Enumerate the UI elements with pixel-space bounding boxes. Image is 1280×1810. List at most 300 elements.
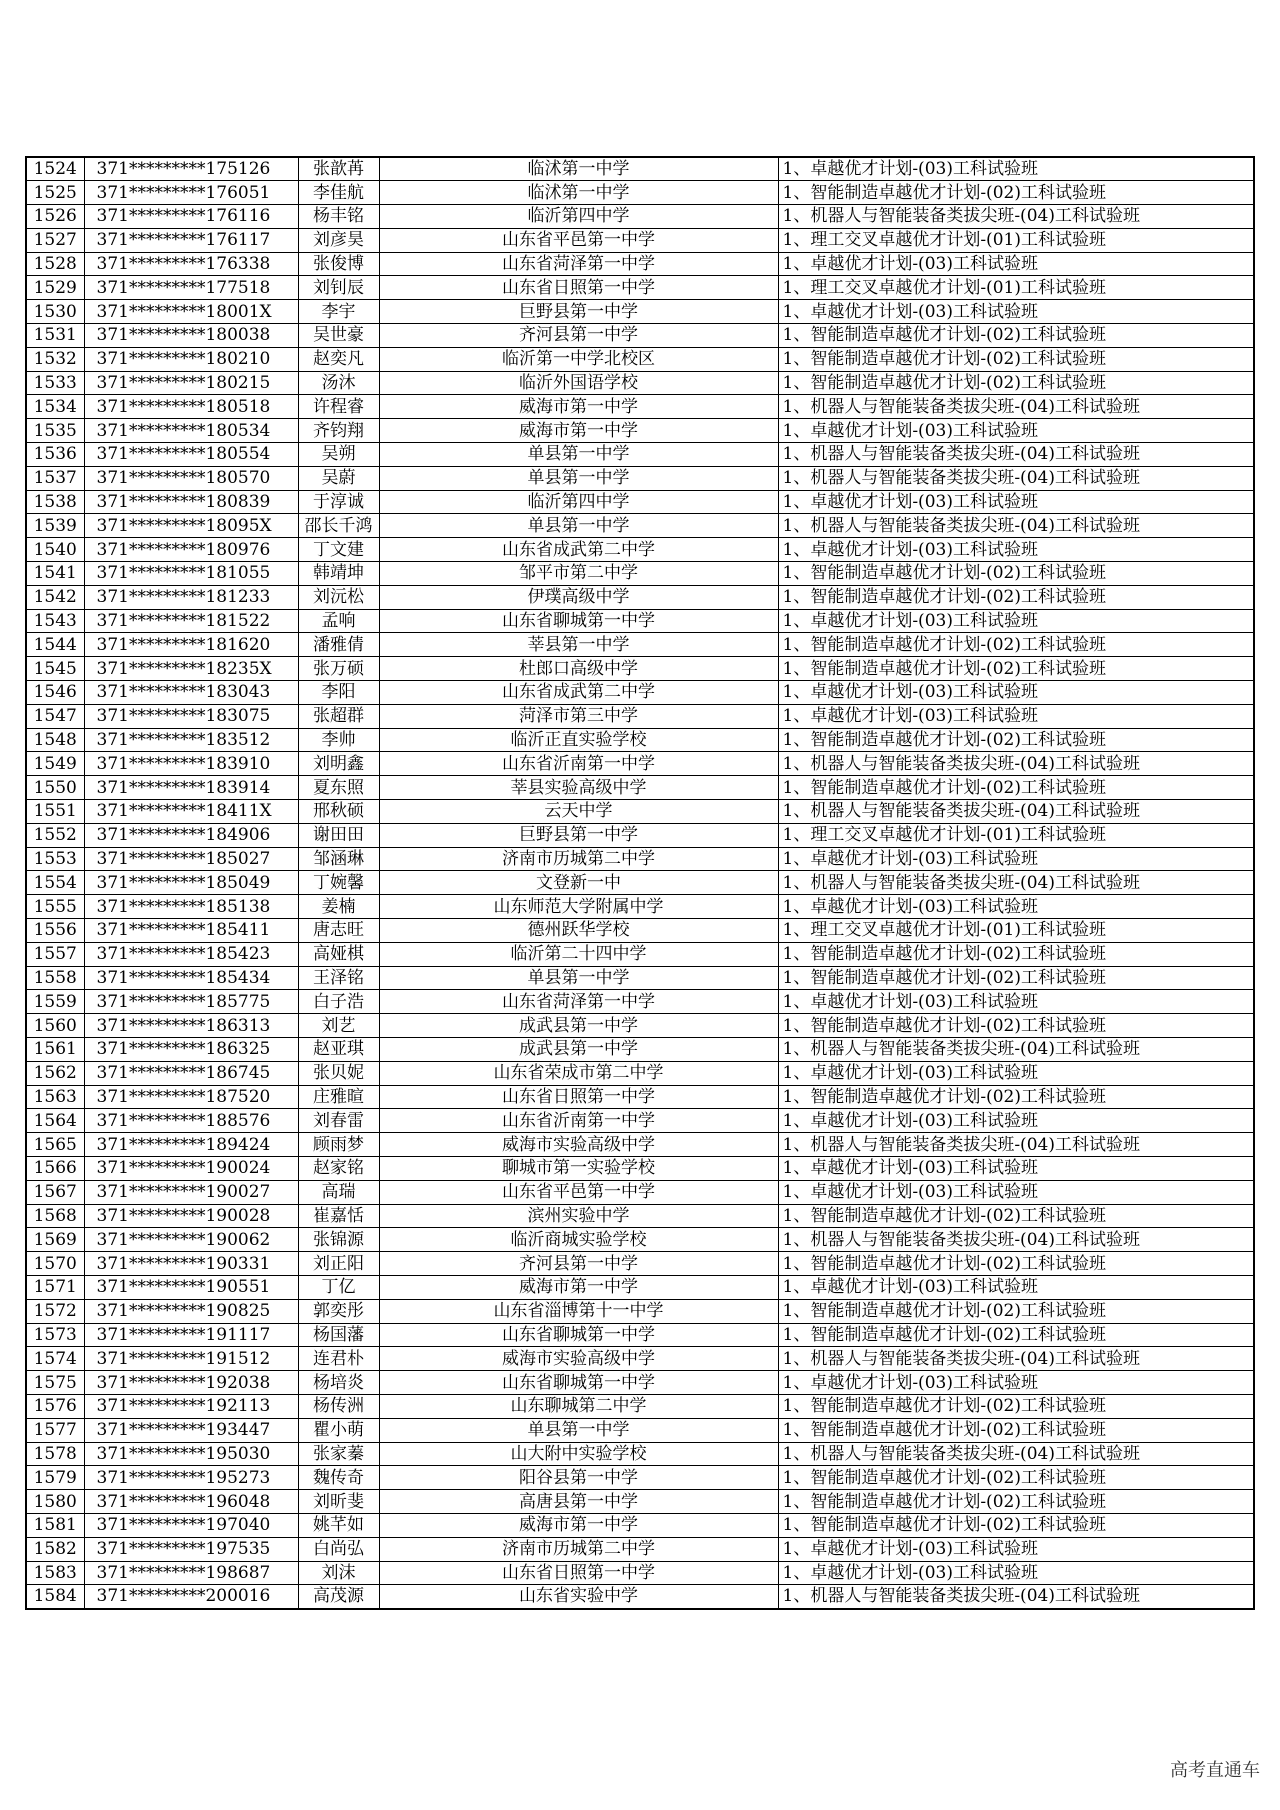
school-cell: 山东省淄博第十一中学 <box>379 1299 778 1323</box>
program-cell: 1、卓越优才计划-(03)工科试验班 <box>778 157 1254 181</box>
table-row <box>26 704 1254 728</box>
row-number-cell: 1549 <box>26 752 84 776</box>
school-cell: 威海市实验高级中学 <box>379 1133 778 1157</box>
row-number-cell: 1566 <box>26 1156 84 1180</box>
program-cell: 1、卓越优才计划-(03)工科试验班 <box>778 300 1254 324</box>
student-id-cell: 371*********190028 <box>84 1204 298 1228</box>
program-cell: 1、智能制造卓越优才计划-(02)工科试验班 <box>778 324 1254 348</box>
program-cell: 1、智能制造卓越优才计划-(02)工科试验班 <box>778 1323 1254 1347</box>
school-cell: 阳谷县第一中学 <box>379 1466 778 1490</box>
student-id-cell: 371*********18095X <box>84 514 298 538</box>
student-name-cell: 许程睿 <box>298 395 379 419</box>
student-id-cell: 371*********189424 <box>84 1133 298 1157</box>
table-row <box>26 657 1254 681</box>
student-name-cell: 庄雅暄 <box>298 1085 379 1109</box>
student-id-cell: 371*********18235X <box>84 657 298 681</box>
table-row <box>26 776 1254 800</box>
student-id-cell: 371*********190331 <box>84 1252 298 1276</box>
row-number-cell: 1527 <box>26 228 84 252</box>
school-cell: 山东省沂南第一中学 <box>379 752 778 776</box>
student-id-cell: 371*********197040 <box>84 1513 298 1537</box>
student-id-cell: 371*********198687 <box>84 1561 298 1585</box>
student-id-cell: 371*********192038 <box>84 1371 298 1395</box>
program-cell: 1、机器人与智能装备类拔尖班-(04)工科试验班 <box>778 1037 1254 1061</box>
school-cell: 临沂商城实验学校 <box>379 1228 778 1252</box>
student-id-cell: 371*********180554 <box>84 443 298 467</box>
student-name-cell: 张超群 <box>298 704 379 728</box>
table-row <box>26 728 1254 752</box>
school-cell: 威海市第一中学 <box>379 419 778 443</box>
table-row <box>26 919 1254 943</box>
student-name-cell: 王泽铭 <box>298 966 379 990</box>
program-cell: 1、卓越优才计划-(03)工科试验班 <box>778 419 1254 443</box>
program-cell: 1、智能制造卓越优才计划-(02)工科试验班 <box>778 347 1254 371</box>
program-cell: 1、智能制造卓越优才计划-(02)工科试验班 <box>778 1418 1254 1442</box>
school-cell: 齐河县第一中学 <box>379 1252 778 1276</box>
watermark-text: 高考直通车 <box>1170 1760 1260 1781</box>
program-cell: 1、智能制造卓越优才计划-(02)工科试验班 <box>778 942 1254 966</box>
table-row <box>26 1061 1254 1085</box>
program-cell: 1、卓越优才计划-(03)工科试验班 <box>778 609 1254 633</box>
row-number-cell: 1573 <box>26 1323 84 1347</box>
row-number-cell: 1545 <box>26 657 84 681</box>
student-id-cell: 371*********183043 <box>84 681 298 705</box>
student-id-cell: 371*********191117 <box>84 1323 298 1347</box>
program-cell: 1、智能制造卓越优才计划-(02)工科试验班 <box>778 776 1254 800</box>
table-row <box>26 1252 1254 1276</box>
program-cell: 1、卓越优才计划-(03)工科试验班 <box>778 538 1254 562</box>
student-name-cell: 刘春雷 <box>298 1109 379 1133</box>
table-row <box>26 1442 1254 1466</box>
row-number-cell: 1569 <box>26 1228 84 1252</box>
school-cell: 聊城市第一实验学校 <box>379 1156 778 1180</box>
row-number-cell: 1551 <box>26 800 84 824</box>
row-number-cell: 1524 <box>26 157 84 181</box>
table-row <box>26 490 1254 514</box>
student-name-cell: 刘钊辰 <box>298 276 379 300</box>
row-number-cell: 1567 <box>26 1180 84 1204</box>
table-row <box>26 1418 1254 1442</box>
student-id-cell: 371*********176117 <box>84 228 298 252</box>
row-number-cell: 1583 <box>26 1561 84 1585</box>
student-name-cell: 刘沅松 <box>298 585 379 609</box>
student-name-cell: 邢秋硕 <box>298 800 379 824</box>
program-cell: 1、智能制造卓越优才计划-(02)工科试验班 <box>778 1394 1254 1418</box>
row-number-cell: 1571 <box>26 1275 84 1299</box>
program-cell: 1、智能制造卓越优才计划-(02)工科试验班 <box>778 1085 1254 1109</box>
student-name-cell: 张锦源 <box>298 1228 379 1252</box>
row-number-cell: 1529 <box>26 276 84 300</box>
table-row <box>26 633 1254 657</box>
program-cell: 1、卓越优才计划-(03)工科试验班 <box>778 490 1254 514</box>
student-id-cell: 371*********200016 <box>84 1585 298 1609</box>
student-name-cell: 刘昕斐 <box>298 1490 379 1514</box>
table-row <box>26 347 1254 371</box>
school-cell: 单县第一中学 <box>379 966 778 990</box>
row-number-cell: 1544 <box>26 633 84 657</box>
program-cell: 1、机器人与智能装备类拔尖班-(04)工科试验班 <box>778 752 1254 776</box>
school-cell: 德州跃华学校 <box>379 919 778 943</box>
table-row <box>26 800 1254 824</box>
row-number-cell: 1533 <box>26 371 84 395</box>
student-name-cell: 吴世豪 <box>298 324 379 348</box>
table-row <box>26 847 1254 871</box>
school-cell: 单县第一中学 <box>379 1418 778 1442</box>
school-cell: 山东省荣成市第二中学 <box>379 1061 778 1085</box>
school-cell: 伊璞高级中学 <box>379 585 778 609</box>
table-row <box>26 1347 1254 1371</box>
student-name-cell: 高茂源 <box>298 1585 379 1609</box>
student-name-cell: 孟响 <box>298 609 379 633</box>
row-number-cell: 1530 <box>26 300 84 324</box>
row-number-cell: 1558 <box>26 966 84 990</box>
program-cell: 1、卓越优才计划-(03)工科试验班 <box>778 1156 1254 1180</box>
school-cell: 山东省平邑第一中学 <box>379 228 778 252</box>
student-id-cell: 371*********180038 <box>84 324 298 348</box>
student-name-cell: 夏东照 <box>298 776 379 800</box>
program-cell: 1、机器人与智能装备类拔尖班-(04)工科试验班 <box>778 1133 1254 1157</box>
table-row <box>26 1156 1254 1180</box>
student-id-cell: 371*********185423 <box>84 942 298 966</box>
student-id-cell: 371*********190825 <box>84 1299 298 1323</box>
student-id-cell: 371*********185434 <box>84 966 298 990</box>
table-row <box>26 1228 1254 1252</box>
row-number-cell: 1528 <box>26 252 84 276</box>
table-row <box>26 966 1254 990</box>
table-row <box>26 1133 1254 1157</box>
row-number-cell: 1541 <box>26 562 84 586</box>
school-cell: 单县第一中学 <box>379 443 778 467</box>
school-cell: 山东聊城第二中学 <box>379 1394 778 1418</box>
row-number-cell: 1580 <box>26 1490 84 1514</box>
student-name-cell: 齐钧翔 <box>298 419 379 443</box>
student-id-cell: 371*********190062 <box>84 1228 298 1252</box>
student-name-cell: 杨国藩 <box>298 1323 379 1347</box>
school-cell: 成武县第一中学 <box>379 1014 778 1038</box>
school-cell: 山东师范大学附属中学 <box>379 895 778 919</box>
school-cell: 威海市实验高级中学 <box>379 1347 778 1371</box>
school-cell: 山东省平邑第一中学 <box>379 1180 778 1204</box>
student-name-cell: 杨培炎 <box>298 1371 379 1395</box>
student-name-cell: 连君朴 <box>298 1347 379 1371</box>
program-cell: 1、卓越优才计划-(03)工科试验班 <box>778 1275 1254 1299</box>
school-cell: 文登新一中 <box>379 871 778 895</box>
student-id-cell: 371*********181522 <box>84 609 298 633</box>
row-number-cell: 1584 <box>26 1585 84 1609</box>
row-number-cell: 1565 <box>26 1133 84 1157</box>
student-name-cell: 崔嘉恬 <box>298 1204 379 1228</box>
program-cell: 1、智能制造卓越优才计划-(02)工科试验班 <box>778 966 1254 990</box>
row-number-cell: 1538 <box>26 490 84 514</box>
student-id-cell: 371*********180215 <box>84 371 298 395</box>
row-number-cell: 1537 <box>26 466 84 490</box>
school-cell: 威海市第一中学 <box>379 1513 778 1537</box>
school-cell: 临沂外国语学校 <box>379 371 778 395</box>
admission-list-body <box>26 157 1254 1609</box>
student-id-cell: 371*********180518 <box>84 395 298 419</box>
program-cell: 1、理工交叉卓越优才计划-(01)工科试验班 <box>778 919 1254 943</box>
row-number-cell: 1561 <box>26 1037 84 1061</box>
row-number-cell: 1534 <box>26 395 84 419</box>
row-number-cell: 1542 <box>26 585 84 609</box>
school-cell: 威海市第一中学 <box>379 1275 778 1299</box>
row-number-cell: 1547 <box>26 704 84 728</box>
student-id-cell: 371*********190551 <box>84 1275 298 1299</box>
student-name-cell: 白子浩 <box>298 990 379 1014</box>
school-cell: 巨野县第一中学 <box>379 823 778 847</box>
student-id-cell: 371*********185049 <box>84 871 298 895</box>
program-cell: 1、智能制造卓越优才计划-(02)工科试验班 <box>778 585 1254 609</box>
school-cell: 滨州实验中学 <box>379 1204 778 1228</box>
program-cell: 1、卓越优才计划-(03)工科试验班 <box>778 681 1254 705</box>
row-number-cell: 1572 <box>26 1299 84 1323</box>
student-name-cell: 张俊博 <box>298 252 379 276</box>
student-name-cell: 丁亿 <box>298 1275 379 1299</box>
program-cell: 1、智能制造卓越优才计划-(02)工科试验班 <box>778 1204 1254 1228</box>
school-cell: 山东省成武第二中学 <box>379 538 778 562</box>
school-cell: 山东省实验中学 <box>379 1585 778 1609</box>
student-name-cell: 张家蓁 <box>298 1442 379 1466</box>
school-cell: 山东省聊城第一中学 <box>379 1371 778 1395</box>
program-cell: 1、机器人与智能装备类拔尖班-(04)工科试验班 <box>778 1442 1254 1466</box>
student-name-cell: 杨丰铭 <box>298 205 379 229</box>
program-cell: 1、机器人与智能装备类拔尖班-(04)工科试验班 <box>778 1585 1254 1609</box>
program-cell: 1、卓越优才计划-(03)工科试验班 <box>778 252 1254 276</box>
student-id-cell: 371*********18411X <box>84 800 298 824</box>
school-cell: 云天中学 <box>379 800 778 824</box>
program-cell: 1、智能制造卓越优才计划-(02)工科试验班 <box>778 1014 1254 1038</box>
school-cell: 莘县第一中学 <box>379 633 778 657</box>
table-row <box>26 681 1254 705</box>
row-number-cell: 1578 <box>26 1442 84 1466</box>
table-row <box>26 871 1254 895</box>
table-row <box>26 538 1254 562</box>
student-name-cell: 赵奕凡 <box>298 347 379 371</box>
school-cell: 山东省沂南第一中学 <box>379 1109 778 1133</box>
student-name-cell: 吴朔 <box>298 443 379 467</box>
student-id-cell: 371*********193447 <box>84 1418 298 1442</box>
program-cell: 1、机器人与智能装备类拔尖班-(04)工科试验班 <box>778 395 1254 419</box>
program-cell: 1、智能制造卓越优才计划-(02)工科试验班 <box>778 1513 1254 1537</box>
table-row <box>26 1323 1254 1347</box>
program-cell: 1、理工交叉卓越优才计划-(01)工科试验班 <box>778 823 1254 847</box>
row-number-cell: 1543 <box>26 609 84 633</box>
program-cell: 1、机器人与智能装备类拔尖班-(04)工科试验班 <box>778 800 1254 824</box>
student-id-cell: 371*********180976 <box>84 538 298 562</box>
school-cell: 邹平市第二中学 <box>379 562 778 586</box>
row-number-cell: 1582 <box>26 1537 84 1561</box>
school-cell: 临沂第四中学 <box>379 490 778 514</box>
student-name-cell: 魏传奇 <box>298 1466 379 1490</box>
row-number-cell: 1539 <box>26 514 84 538</box>
school-cell: 山东省菏泽第一中学 <box>379 990 778 1014</box>
student-name-cell: 顾雨梦 <box>298 1133 379 1157</box>
table-row <box>26 1513 1254 1537</box>
student-id-cell: 371*********186313 <box>84 1014 298 1038</box>
row-number-cell: 1532 <box>26 347 84 371</box>
student-id-cell: 371*********185138 <box>84 895 298 919</box>
student-name-cell: 李佳航 <box>298 181 379 205</box>
table-row <box>26 443 1254 467</box>
table-row <box>26 1037 1254 1061</box>
table-row <box>26 228 1254 252</box>
student-name-cell: 于淳诚 <box>298 490 379 514</box>
student-id-cell: 371*********183075 <box>84 704 298 728</box>
school-cell: 济南市历城第二中学 <box>379 847 778 871</box>
row-number-cell: 1526 <box>26 205 84 229</box>
student-id-cell: 371*********185027 <box>84 847 298 871</box>
row-number-cell: 1556 <box>26 919 84 943</box>
student-name-cell: 李阳 <box>298 681 379 705</box>
student-name-cell: 汤沐 <box>298 371 379 395</box>
student-id-cell: 371*********176338 <box>84 252 298 276</box>
table-row <box>26 205 1254 229</box>
school-cell: 巨野县第一中学 <box>379 300 778 324</box>
row-number-cell: 1548 <box>26 728 84 752</box>
school-cell: 山东省菏泽第一中学 <box>379 252 778 276</box>
student-id-cell: 371*********181233 <box>84 585 298 609</box>
program-cell: 1、机器人与智能装备类拔尖班-(04)工科试验班 <box>778 443 1254 467</box>
program-cell: 1、卓越优才计划-(03)工科试验班 <box>778 1561 1254 1585</box>
row-number-cell: 1563 <box>26 1085 84 1109</box>
row-number-cell: 1536 <box>26 443 84 467</box>
program-cell: 1、机器人与智能装备类拔尖班-(04)工科试验班 <box>778 205 1254 229</box>
student-name-cell: 吴蔚 <box>298 466 379 490</box>
student-id-cell: 371*********180839 <box>84 490 298 514</box>
row-number-cell: 1557 <box>26 942 84 966</box>
student-name-cell: 唐志旺 <box>298 919 379 943</box>
student-id-cell: 371*********191512 <box>84 1347 298 1371</box>
program-cell: 1、机器人与智能装备类拔尖班-(04)工科试验班 <box>778 871 1254 895</box>
table-row <box>26 585 1254 609</box>
school-cell: 单县第一中学 <box>379 466 778 490</box>
table-row <box>26 1204 1254 1228</box>
student-id-cell: 371*********196048 <box>84 1490 298 1514</box>
program-cell: 1、智能制造卓越优才计划-(02)工科试验班 <box>778 1466 1254 1490</box>
school-cell: 山东省聊城第一中学 <box>379 609 778 633</box>
student-id-cell: 371*********181620 <box>84 633 298 657</box>
school-cell: 山东省聊城第一中学 <box>379 1323 778 1347</box>
student-id-cell: 371*********186745 <box>84 1061 298 1085</box>
program-cell: 1、卓越优才计划-(03)工科试验班 <box>778 1109 1254 1133</box>
row-number-cell: 1568 <box>26 1204 84 1228</box>
table-row <box>26 1466 1254 1490</box>
student-id-cell: 371*********197535 <box>84 1537 298 1561</box>
program-cell: 1、智能制造卓越优才计划-(02)工科试验班 <box>778 371 1254 395</box>
table-row <box>26 371 1254 395</box>
table-row <box>26 300 1254 324</box>
student-id-cell: 371*********190024 <box>84 1156 298 1180</box>
table-row <box>26 942 1254 966</box>
student-id-cell: 371*********192113 <box>84 1394 298 1418</box>
table-row <box>26 181 1254 205</box>
table-row <box>26 419 1254 443</box>
student-name-cell: 瞿小萌 <box>298 1418 379 1442</box>
student-id-cell: 371*********18001X <box>84 300 298 324</box>
program-cell: 1、机器人与智能装备类拔尖班-(04)工科试验班 <box>778 1347 1254 1371</box>
school-cell: 临沂第一中学北校区 <box>379 347 778 371</box>
student-name-cell: 丁婉馨 <box>298 871 379 895</box>
student-id-cell: 371*********175126 <box>84 157 298 181</box>
school-cell: 临沭第一中学 <box>379 157 778 181</box>
student-name-cell: 高娅棋 <box>298 942 379 966</box>
student-id-cell: 371*********195273 <box>84 1466 298 1490</box>
student-id-cell: 371*********183910 <box>84 752 298 776</box>
school-cell: 单县第一中学 <box>379 514 778 538</box>
table-row <box>26 562 1254 586</box>
row-number-cell: 1531 <box>26 324 84 348</box>
row-number-cell: 1579 <box>26 1466 84 1490</box>
row-number-cell: 1575 <box>26 1371 84 1395</box>
table-row <box>26 514 1254 538</box>
row-number-cell: 1574 <box>26 1347 84 1371</box>
student-id-cell: 371*********183512 <box>84 728 298 752</box>
program-cell: 1、智能制造卓越优才计划-(02)工科试验班 <box>778 1299 1254 1323</box>
school-cell: 莘县实验高级中学 <box>379 776 778 800</box>
student-name-cell: 邵长千鸿 <box>298 514 379 538</box>
table-row <box>26 823 1254 847</box>
row-number-cell: 1554 <box>26 871 84 895</box>
student-id-cell: 371*********176051 <box>84 181 298 205</box>
student-id-cell: 371*********184906 <box>84 823 298 847</box>
student-name-cell: 李宇 <box>298 300 379 324</box>
table-row <box>26 1014 1254 1038</box>
school-cell: 威海市第一中学 <box>379 395 778 419</box>
row-number-cell: 1525 <box>26 181 84 205</box>
admission-list-table <box>25 156 1255 1610</box>
program-cell: 1、理工交叉卓越优才计划-(01)工科试验班 <box>778 228 1254 252</box>
program-cell: 1、智能制造卓越优才计划-(02)工科试验班 <box>778 1252 1254 1276</box>
program-cell: 1、智能制造卓越优才计划-(02)工科试验班 <box>778 181 1254 205</box>
program-cell: 1、智能制造卓越优才计划-(02)工科试验班 <box>778 633 1254 657</box>
school-cell: 菏泽市第三中学 <box>379 704 778 728</box>
table-row <box>26 1275 1254 1299</box>
student-name-cell: 邹涵琳 <box>298 847 379 871</box>
school-cell: 临沂第二十四中学 <box>379 942 778 966</box>
student-name-cell: 刘沫 <box>298 1561 379 1585</box>
student-name-cell: 刘正阳 <box>298 1252 379 1276</box>
program-cell: 1、卓越优才计划-(03)工科试验班 <box>778 1180 1254 1204</box>
student-id-cell: 371*********187520 <box>84 1085 298 1109</box>
school-cell: 山东省日照第一中学 <box>379 1085 778 1109</box>
student-name-cell: 刘艺 <box>298 1014 379 1038</box>
student-id-cell: 371*********180534 <box>84 419 298 443</box>
program-cell: 1、智能制造卓越优才计划-(02)工科试验班 <box>778 728 1254 752</box>
table-row <box>26 1537 1254 1561</box>
table-row <box>26 1180 1254 1204</box>
student-name-cell: 赵亚琪 <box>298 1037 379 1061</box>
program-cell: 1、机器人与智能装备类拔尖班-(04)工科试验班 <box>778 1228 1254 1252</box>
row-number-cell: 1559 <box>26 990 84 1014</box>
program-cell: 1、卓越优才计划-(03)工科试验班 <box>778 895 1254 919</box>
row-number-cell: 1570 <box>26 1252 84 1276</box>
table-row <box>26 895 1254 919</box>
table-row <box>26 990 1254 1014</box>
table-row <box>26 752 1254 776</box>
student-name-cell: 高瑞 <box>298 1180 379 1204</box>
table-row <box>26 252 1254 276</box>
student-id-cell: 371*********195030 <box>84 1442 298 1466</box>
student-id-cell: 371*********188576 <box>84 1109 298 1133</box>
student-name-cell: 姜楠 <box>298 895 379 919</box>
student-name-cell: 白尚弘 <box>298 1537 379 1561</box>
row-number-cell: 1546 <box>26 681 84 705</box>
table-row <box>26 395 1254 419</box>
school-cell: 杜郎口高级中学 <box>379 657 778 681</box>
student-name-cell: 郭奕彤 <box>298 1299 379 1323</box>
program-cell: 1、卓越优才计划-(03)工科试验班 <box>778 1371 1254 1395</box>
table-row <box>26 1299 1254 1323</box>
